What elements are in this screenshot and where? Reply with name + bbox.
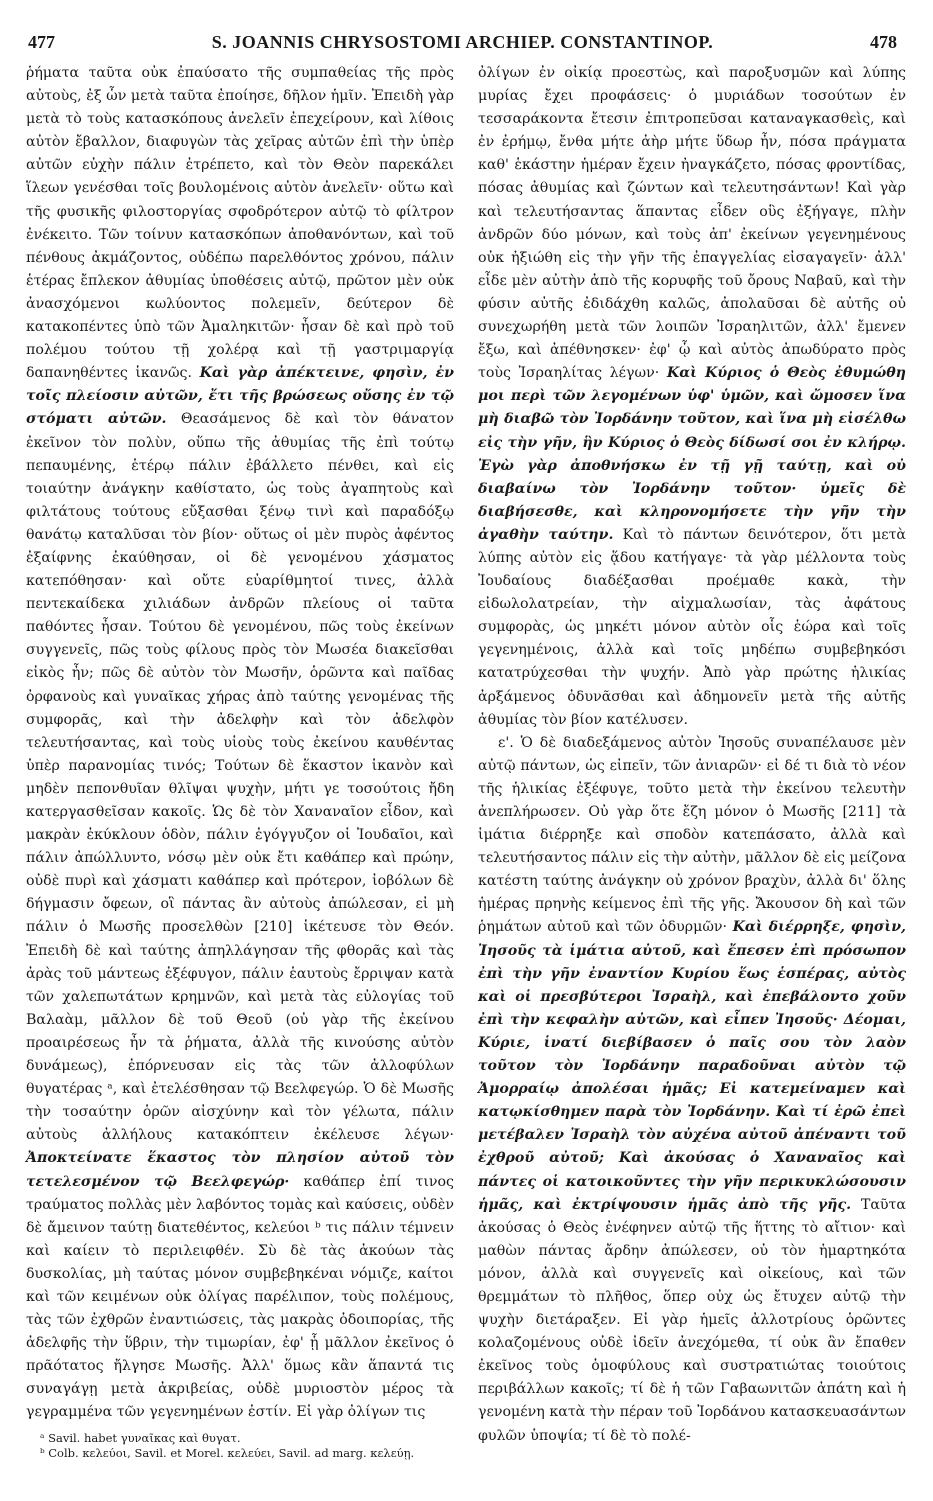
text-run: ε'. Ὁ δὲ διαδεξάμενος αὐτὸν Ἰησοῦς συναπέλαυσε μὲν αὐτῷ πάντων, ὡς εἰπεῖν, τῶν ἀνιαρῶν· εἰ δέ τι διὰ τὸ νέον τῆς ἡλικίας ἐξέφυγε, τοῦτο μετὰ τὴν ἐκείνου τελευτὴν ἀνεπλήρωσεν. Οὐ γὰρ ὅτε ἔζη μόνον ὁ Μωσῆς [211] τὰ ἱμάτια διέρρηξε καὶ σποδὸν κατεπάσατο, ἀλλὰ καὶ τελευτήσαντος πάλιν εἰς τὴν αὐτὴν, μᾶλλον δὲ εἰς μείζονα κατέστη ταύτης ἀνάγκην οὐ χρόνον βραχὺν, ἀλλὰ δι' ὅλης ἡμέρας πρηνὴς κείμενος ἐπὶ τῆς γῆς. Ἄκουσον δὴ καὶ τῶν ῥημάτων αὐτοῦ καὶ τῶν ὀδυρμῶν· — [478, 734, 906, 936]
left-para — [26, 62, 454, 1425]
scripture-quote: Καὶ γὰρ ἀπέκτεινε, φησὶν, ἐν τοῖς πλείοσιν αὐτῶν, ἔτι τῆς βρώσεως οὔσης ἐν τῷ στόματι αὐτῶν. — [26, 365, 455, 428]
right-para-2 — [478, 732, 906, 1448]
page-number-right: 478 — [870, 32, 897, 52]
running-title: S. JOANNIS CHRYSOSTOMI ARCHIEP. CONSTANTINOP. — [211, 32, 714, 52]
right-para-1 — [478, 62, 906, 732]
page-header — [22, 26, 903, 60]
text-run: ῥήματα ταῦτα οὐκ ἐπαύσατο τῆς συμπαθείας τῆς πρὸς αὐτοὺς, ἐξ ὧν μετὰ ταῦτα ἐποίησε, δῆλον ἡμῖν. Ἐπειδὴ γὰρ μετὰ τὸ τοὺς κατασκόπους ἀνελεῖν ἐπεχείρουν, καὶ λίθοις αὐτὸν ἔβαλλον, διαφυγὼν τὰς χεῖρας αὐτῶν ἐπὶ τὴν ὑπὲρ αὐτῶν εὐχὴν πάλιν ἐτρέπετο, καὶ τὸν Θεὸν παρεκάλει ἵλεων γενέσθαι τοῖς βουλομένοις αὐτὸν ἀνελεῖν· οὕτω καὶ τῆς φυσικῆς φιλοστοργίας σφοδρότερον αὐτῷ τὸ φίλτρον ἐνέκειτο. Τῶν τοίνυν κατασκόπων ἀποθανόντων, καὶ τοῦ πένθους ἀκμάζοντος, οὐδέπω παρελθόντος χρόνου, πάλιν ἑτέρας ἔπλεκον ἀθυμίας ὑποθέσεις αὐτῷ, πρῶτον μὲν οὐκ ἀνασχόμενοι κωλύοντος πολεμεῖν, δεύτερον δὲ κατακοπέντες ὑπὸ τῶν Ἀμαληκιτῶν· ἦσαν δὲ καὶ πρὸ τοῦ πολέμου τούτου τῇ χολέρᾳ καὶ τῇ γαστριμαργίᾳ δαπανηθέντες ἱκανῶς. — [26, 65, 454, 382]
right-column — [478, 62, 906, 1448]
page-number-left: 477 — [28, 32, 55, 52]
scripture-quote: Καὶ διέρρηξε, φησὶν, Ἰησοῦς τὰ ἱμάτια αὐτοῦ, καὶ ἔπεσεν ἐπὶ πρόσωπον ἐπὶ τὴν γῆν ἐναντίον Κυρίου ἕως ἑσπέρας, αὐτὸς καὶ οἱ πρεσβύτεροι Ἰσραὴλ, καὶ ἐπεβάλοντο χοῦν ἐπὶ τὴν κεφαλὴν αὐτῶν, καὶ εἶπεν Ἰησοῦς· Δέομαι, Κύριε, ἱνατί διεβίβασεν ὁ παῖς σου τὸν λαὸν τοῦτον τὸν Ἰορδάνην παραδοῦναι αὐτὸν τῷ Ἀμορραίῳ ἀπολέσαι ἡμᾶς; Εἰ κατεμείναμεν καὶ κατῳκίσθημεν παρὰ τὸν Ἰορδάνην. Καὶ τί ἐρῶ ἐπεὶ μετέβαλεν Ἰσραὴλ τὸν αὐχένα αὐτοῦ ἀπέναντι τοῦ ἐχθροῦ αὐτοῦ; Καὶ ἀκούσας ὁ Χαναναῖος καὶ πάντες οἱ κατοικοῦντες τὴν γῆν περικυκλώσουσιν ἡμᾶς, καὶ ἐκτρίψουσιν ἡμᾶς ἀπὸ τῆς γῆς. — [478, 919, 906, 1213]
footnote-a: ᵃ Savil. habet γυναῖκας καὶ θυγατ. — [40, 1430, 241, 1445]
text-run: Ταῦτα ἀκούσας ὁ Θεὸς ἐνέφηνεν αὐτῷ τῆς ἥττης τὸ αἴτιον· καὶ μαθὼν πάντας ἄρδην ἀπώλεσεν, οὐ τὸν ἡμαρτηκότα μόνον, ἀλλὰ καὶ συγγενεῖς καὶ οἰκείους, καὶ τῶν θρεμμάτων τὸ πλῆθος, ὅπερ οὐχ ὡς ἔτυχεν αὐτῷ τὴν ψυχὴν διετάραξεν. Εἰ γὰρ ἡμεῖς ἀλλοτρίους ὁρῶντες κολαζομένους οὐδὲ ἰδεῖν ἀνεχόμεθα, τί οὐκ ἂν ἔπαθεν ἐκεῖνος τοὺς ὁμοφύλους καὶ συστρατιώτας τοιούτοις περιβάλλων κακοῖς; τί δὲ ἡ τῶν Γαβαωνιτῶν ἀπάτη καὶ ἡ γενομένη κατὰ τὴν πέραν τοῦ Ἰορδάνου κατασκευασάντων φυλῶν ὑποψία; τί δὲ τὸ πολέ- — [478, 1196, 906, 1444]
footnote-b: ᵇ Colb. κελεύοι, Savil. et Morel. κελεύει, Savil. ad marg. κελεύῃ. — [40, 1445, 415, 1460]
scripture-quote: Ἀποκτείνατε ἕκαστος τὸν πλησίον αὐτοῦ τὸν τετελεσμένον τῷ Βεελφεγώρ· — [26, 1150, 454, 1190]
text-run: Καὶ τὸ πάντων δεινότερον, ὅτι μετὰ λύπης αὐτὸν εἰς ᾅδου κατήγαγε· τὰ γὰρ μέλλοντα τοὺς Ἰουδαίους διαδέξασθαι προέμαθε κακὰ, τὴν εἰδωλολατρείαν, τὴν αἰχμαλωσίαν, τὰς ἀφάτους συμφορὰς, ὡς μηκέτι μόνον αὐτὸν οἷς ἑώρα καὶ τοῖς γεγενημένοις, ἀλλὰ καὶ τοῖς μηδέπω συμβεβηκόσι κατατρύχεσθαι τὴν ψυχήν. Ἀπὸ γὰρ πρώτης ἡλικίας ἀρξάμενος ὀδυνᾶσθαι καὶ ἀδημονεῖν μετὰ τῆς αὐτῆς ἀθυμίας τὸν βίον κατέλυσεν. — [478, 526, 906, 728]
text-run: ὀλίγων ἐν οἰκίᾳ προεστὼς, καὶ παροξυσμῶν καὶ λύπης μυρίας ἔχει προφάσεις· ὁ μυριάδων τοσούτων ἐν τεσσαράκοντα ἔτεσιν ἐπιτροπεῦσαι καταναγκασθεὶς, καὶ ἐν ἐρήμῳ, ἔνθα μήτε ἀὴρ μήτε ὕδωρ ἦν, πόσα πράγματα καθ' ἑκάστην ἡμέραν ἔχειν ἠναγκάζετο, πόσας φροντίδας, πόσας ἀθυμίας καὶ ζώντων καὶ τελευτησάντων! Καὶ γὰρ καὶ τελευτήσαντας ἅπαντας εἶδεν οὓς ἐξήγαγε, πλὴν ἀνδρῶν δύο μόνων, καὶ τοὺς ἀπ' ἐκείνων γεγενημένους οὐκ ἠξιώθη εἰς τὴν γῆν τῆς ἐπαγγελίας εἰσαγαγεῖν· ἀλλ' εἶδε μὲν αὐτὴν ἀπὸ τῆς κορυφῆς τοῦ ὄρους Ναβαῦ, καὶ τὴν φύσιν αὐτῆς ἐδιδάχθη καλῶς, ἀπολαῦσαι δὲ αὐτῆς οὐ συνεχωρήθη μετὰ τῶν λοιπῶν Ἰσραηλιτῶν, ἀλλ' ἔμενεν ἔξω, καὶ ἀπέθνησκεν· ἐφ' ᾧ καὶ αὐτὸς ἀπωδύρατο πρὸς τοὺς Ἰσραηλίτας λέγων· — [478, 65, 906, 382]
footnotes — [26, 1431, 454, 1461]
left-column — [26, 62, 454, 1461]
scripture-quote: Καὶ Κύριος ὁ Θεὸς ἐθυμώθη μοι περὶ τῶν λεγομένων ὑφ' ὑμῶν, καὶ ὤμοσεν ἵνα μὴ διαβῶ τὸν Ἰορδάνην τοῦτον, καὶ ἵνα μὴ εἰσέλθω εἰς τὴν γῆν, ἣν Κύριος ὁ Θεὸς δίδωσί σοι ἐν κλήρῳ. Ἐγὼ γὰρ ἀποθνήσκω ἐν τῇ γῇ ταύτῃ, καὶ οὐ διαβαίνω τὸν Ἰορδάνην τοῦτον· ὑμεῖς δὲ διαβήσεσθε, καὶ κληρονομήσετε τὴν γῆν τὴν ἀγαθὴν ταύτην. — [478, 365, 906, 543]
text-run: Θεασάμενος δὲ καὶ τὸν θάνατον ἐκεῖνον τὸν πολὺν, οὕπω τῆς ἀθυμίας τῆς ἐπὶ τούτῳ πεπαυμένης, ἑτέρῳ πάλιν ἐβάλλετο πένθει, καὶ εἰς τοιαύτην ἀνάγκην καθίστατο, ὡς τοὺς ἀγαπητοὺς καὶ φιλτάτους τούτους εὔξασθαι ξένῳ τινὶ καὶ παραδόξῳ θανάτῳ καταλῦσαι τὸν βίον· οὕτως οἱ μὲν πυρὸς ἀφέντος ἐξαίφνης ἐκαύθησαν, οἱ δὲ γενομένου χάσματος κατεπόθησαν· καὶ οὔτε εὐαρίθμητοί τινες, ἀλλὰ πεντεκαίδεκα χιλιάδων ἀνδρῶν πλείους οἱ ταῦτα παθόντες ἦσαν. Τούτου δὲ γενομένου, πῶς τοὺς ἐκείνων συγγενεῖς, πῶς τοὺς φίλους πρὸς τὸν Μωσέα διακεῖσθαι εἰκὸς ἦν; πῶς δὲ αὐτὸν τὸν Μωσῆν, ὁρῶντα καὶ παῖδας ὀρφανοὺς καὶ γυναῖκας χήρας ἀπὸ ταύτης γενομένας τῆς συμφορᾶς, καὶ τὴν ἀδελφὴν καὶ τὸν ἀδελφὸν τελευτήσαντας, καὶ τοὺς υἱοὺς τοὺς ἐκείνου καυθέντας ὑπὲρ παρανομίας τινός; Τούτων δὲ ἕκαστον ἱκανὸν καὶ μηδὲν πεπονθυῖαν θλῖψαι ψυχὴν, μήτι γε τοσούτοις ἤδη κατεργασθεῖσαν κακοῖς. Ὡς δὲ τὸν Χαναναῖον εἶδον, καὶ μακρὰν ἐκύκλουν ὁδὸν, πάλιν ἐγόγγυζον οἱ Ἰουδαῖοι, καὶ πάλιν ἀπώλλυντο, νόσῳ μὲν οὐκ ἔτι καθάπερ καὶ πρώην, οὐδὲ πυρὶ καὶ χάσματι καθάπερ καὶ πρότερον, ἰοβόλων δὲ δήγμασιν ὄφεων, οἳ πάντας ἂν αὐτοὺς ἀπώλεσαν, εἰ μὴ πάλιν ὁ Μωσῆς προσελθὼν [210] ἱκέτευσε τὸν Θεόν. Ἐπειδὴ δὲ καὶ ταύτης ἀπηλλάγησαν τῆς φθορᾶς καὶ τὰς ἀρὰς τοῦ μάντεως ἐξέφυγον, πάλιν ἑαυτοὺς ἔρριψαν κατὰ τῶν χαλεπωτάτων κρημνῶν, καὶ μετὰ τὰς εὐλογίας τοῦ Βαλαὰμ, μᾶλλον δὲ τοῦ Θεοῦ (οὐ γὰρ τῆς ἐκείνου προαιρέσεως ἦν τὰ ῥήματα, ἀλλὰ τῆς κινούσης αὐτὸν δυνάμεως), ἐπόρνευσαν εἰς τὰς τῶν ἀλλοφύλων θυγατέρας ᵃ, καὶ ἐτελέσθησαν τῷ Βεελφεγώρ. Ὁ δὲ Μωσῆς τὴν τοσαύτην ὁρῶν αἰσχύνην καὶ τὸν γέλωτα, πάλιν αὐτοὺς ἀλλήλους κατακόπτειν ἐκέλευσε λέγων· — [26, 411, 455, 1144]
text-run: καθάπερ ἐπί τινος τραύματος πολλὰς μὲν λαβόντος τομὰς καὶ καύσεις, οὐδὲν δὲ ἄμεινον ταύτῃ διατεθέντος, κελεύοι ᵇ τις πάλιν τέμνειν καὶ καίειν τὸ περιλειφθέν. Σὺ δὲ τὰς ἀκούων τὰς δυσκολίας, μὴ ταύτας μόνον συμβεβηκέναι νόμιζε, καίτοι καὶ τῶν κειμένων οὐκ ὀλίγας παρέλιπον, τοὺς πολέμους, τὰς τῶν ἐχθρῶν ἐναντιώσεις, τὰς μακρὰς ὁδοιπορίας, τῆς ἀδελφῆς τὴν ὕβριν, τὴν τιμωρίαν, ἐφ' ᾗ μᾶλλον ἐκεῖνος ὁ πρᾶότατος ἤλγησε Μωσῆς. Ἀλλ' ὅμως κἂν ἅπαντά τις συναγάγῃ μετὰ ἀκριβείας, οὐδὲ μυριοστὸν μέρος τὰ γεγραμμένα τῶν γεγενημένων ἐστίν. Εἰ γὰρ ὀλίγων τις — [26, 1173, 454, 1421]
